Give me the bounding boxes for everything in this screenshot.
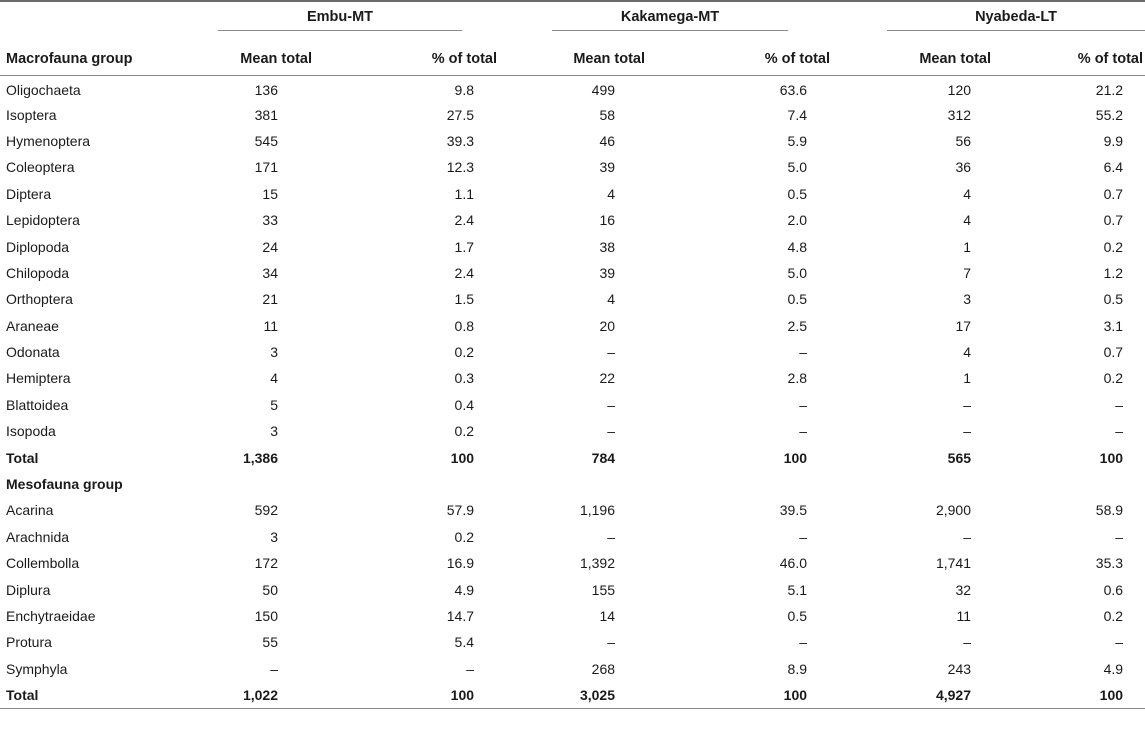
table-cell: 50 [262, 581, 278, 598]
table-cell: – [607, 344, 616, 361]
table-cell: 3,025 [579, 686, 616, 703]
table-cell: 1 [963, 370, 972, 387]
table-cell: 14.7 [446, 608, 475, 624]
table-cell: 20 [599, 317, 616, 334]
table-cell: 39 [599, 264, 616, 281]
table-row [0, 418, 1145, 444]
table-cell: 7 [963, 264, 972, 281]
table-cell: 0.2 [1103, 238, 1124, 255]
table-cell: 56 [955, 132, 972, 149]
table-cell: 499 [591, 82, 616, 99]
table-cell: 0.8 [454, 317, 475, 334]
table-cell: 4 [963, 212, 972, 229]
table-cell: 5.0 [787, 264, 808, 281]
table-row [0, 260, 1145, 286]
table-cell: 172 [254, 555, 278, 572]
table-cell: 33 [262, 212, 278, 229]
corner-cell [0, 0, 170, 37]
table-cell: 63.6 [779, 82, 808, 99]
site-header-embu [170, 0, 510, 37]
table-cell: 39 [599, 159, 616, 176]
table-cell: 100 [783, 449, 808, 466]
table-cell [510, 471, 740, 497]
table-cell: 7.4 [787, 106, 808, 123]
table-cell: 55 [262, 634, 278, 651]
table-cell: 55.2 [1095, 106, 1124, 123]
table-cell: 4,927 [935, 686, 972, 703]
table-cell [740, 471, 843, 497]
table-cell: 9.8 [454, 82, 475, 99]
row-label: Diptera [6, 185, 52, 202]
table-row [0, 154, 1145, 180]
table-cell: 1,196 [579, 502, 616, 519]
table-cell: – [607, 423, 616, 440]
row-label: Enchytraeidae [6, 608, 96, 624]
table-cell: 1,741 [935, 555, 972, 572]
table-cell: – [799, 344, 808, 361]
table-cell: 2.4 [454, 212, 475, 229]
table-cell: 32 [955, 581, 972, 598]
table-cell: 16 [599, 212, 616, 229]
table-cell: 100 [783, 686, 808, 703]
table-cell: 0.2 [454, 423, 475, 440]
row-label: Coleoptera [6, 159, 75, 176]
table-cell: 171 [254, 159, 278, 176]
table-cell: 1.7 [454, 238, 475, 255]
table-cell: – [799, 528, 808, 545]
header-macro-group: Macrofauna group [6, 50, 133, 67]
table-cell: 545 [254, 132, 278, 149]
header-mean-total-nyabeda: Mean total [919, 50, 992, 67]
row-label: Diplopoda [6, 238, 70, 255]
table-cell: 39.5 [779, 502, 808, 519]
header-mean-total-embu: Mean total [240, 50, 312, 67]
total-row [0, 682, 1145, 708]
table-row [0, 656, 1145, 682]
row-label: Chilopoda [6, 264, 70, 281]
table-cell: 3 [270, 423, 278, 440]
table-row [0, 286, 1145, 312]
table-cell: 0.7 [1103, 344, 1124, 361]
table-cell: 3.1 [1103, 317, 1124, 334]
table-cell: 120 [947, 82, 972, 99]
row-label: Collembolla [6, 555, 80, 572]
table-cell: 0.2 [1103, 370, 1124, 387]
table-cell: 27.5 [446, 106, 475, 123]
table-cell: 5.0 [787, 159, 808, 176]
table-cell: 15 [262, 185, 278, 202]
table-cell: 0.7 [1103, 185, 1124, 202]
table-cell: 6.4 [1103, 159, 1124, 176]
column-header-row [0, 37, 1145, 75]
table-cell: 39.3 [446, 132, 475, 149]
table-cell: – [963, 396, 972, 413]
table-cell: 46 [599, 132, 616, 149]
table-cell: 21.2 [1095, 82, 1124, 99]
table-cell: 0.6 [1103, 581, 1124, 598]
table-cell: 58 [599, 106, 616, 123]
row-label: Hemiptera [6, 370, 71, 387]
table-cell: 22 [599, 370, 616, 387]
table-cell: 5.1 [787, 581, 808, 598]
table-cell: 5.9 [787, 132, 808, 149]
table-cell: 57.9 [446, 502, 475, 519]
table-cell: – [799, 423, 808, 440]
table-cell: 100 [1099, 686, 1124, 703]
table-cell: 0.5 [787, 608, 808, 624]
row-label: Blattoidea [6, 396, 69, 413]
table-cell: 12.3 [446, 159, 475, 176]
total-row [0, 444, 1145, 470]
site-label-kakamega: Kakamega-MT [552, 9, 788, 31]
row-label: Odonata [6, 344, 60, 361]
table-cell: 1.2 [1103, 264, 1124, 281]
table-cell: 11 [263, 317, 278, 334]
table-cell: 243 [947, 660, 972, 677]
row-label: Symphyla [6, 660, 68, 677]
table-cell: 58.9 [1095, 502, 1124, 519]
table-cell: 1.5 [454, 291, 475, 308]
table-cell: – [963, 423, 972, 440]
table-row [0, 128, 1145, 154]
table-cell: 0.2 [454, 528, 475, 545]
site-label-nyabeda: Nyabeda-LT [887, 9, 1145, 31]
row-label: Araneae [6, 317, 59, 334]
table-cell: 36 [955, 159, 972, 176]
table-cell: 0.3 [454, 370, 475, 387]
table-cell: – [607, 634, 616, 651]
table-cell: 2.8 [787, 370, 808, 387]
table-cell: 4.9 [1103, 660, 1124, 677]
table-cell: 312 [947, 106, 972, 123]
table-cell: 24 [262, 238, 278, 255]
table-cell [373, 471, 510, 497]
header-pct-total-kakamega: % of total [764, 50, 831, 67]
row-label: Protura [6, 634, 52, 651]
table-row [0, 313, 1145, 339]
table-cell: 14 [599, 608, 616, 624]
table-cell: 1,022 [242, 686, 278, 703]
table-cell: – [1115, 634, 1124, 651]
table-cell: 100 [450, 449, 475, 466]
table-cell: 0.2 [454, 344, 475, 361]
table-row [0, 576, 1145, 602]
table-cell: 3 [270, 344, 278, 361]
table-cell: – [466, 660, 475, 677]
table-cell: 136 [254, 82, 278, 99]
row-label: Total [6, 449, 39, 466]
table-cell: – [1115, 528, 1124, 545]
table-cell: 5 [270, 396, 278, 413]
table-cell: – [963, 528, 972, 545]
table-cell [1071, 471, 1145, 497]
table-row [0, 629, 1145, 655]
table-cell: 21 [262, 291, 278, 308]
table-cell: 4.9 [454, 581, 475, 598]
table-row [0, 75, 1145, 101]
row-label: Hymenoptera [6, 132, 91, 149]
row-label: Diplura [6, 581, 51, 598]
header-mean-total-kakamega: Mean total [573, 50, 646, 67]
table-cell: 592 [254, 502, 278, 519]
table-cell: – [607, 528, 616, 545]
table-cell: 5.4 [454, 634, 475, 651]
table-cell: 0.5 [787, 291, 808, 308]
table-row [0, 365, 1145, 391]
table-cell: 155 [591, 581, 616, 598]
table-row [0, 524, 1145, 550]
table-cell: 150 [254, 608, 278, 624]
site-header-nyabeda [843, 0, 1145, 37]
table-row [0, 550, 1145, 576]
table-cell: 2.5 [787, 317, 808, 334]
table-cell: 4 [963, 344, 972, 361]
table-cell: 4 [607, 185, 616, 202]
table-cell: 100 [450, 686, 475, 703]
table-cell: 34 [262, 264, 278, 281]
table-cell: 17 [955, 317, 972, 334]
table-body [0, 75, 1145, 708]
table-cell: 11 [956, 608, 972, 624]
site-label-embu: Embu-MT [218, 9, 462, 31]
table-cell: – [1115, 423, 1124, 440]
table-cell: 16.9 [446, 555, 475, 572]
row-label: Lepidoptera [6, 212, 80, 229]
table-row [0, 101, 1145, 127]
row-label: Arachnida [6, 528, 70, 545]
row-label: Total [6, 686, 39, 703]
table-cell: 100 [1099, 449, 1124, 466]
row-label: Orthoptera [6, 291, 73, 308]
table-cell: 38 [599, 238, 616, 255]
table-cell: – [799, 396, 808, 413]
table-row [0, 392, 1145, 418]
table-cell: 35.3 [1095, 555, 1124, 572]
table-cell: 0.4 [454, 396, 475, 413]
table-cell: 0.2 [1103, 608, 1124, 624]
table-cell: 784 [591, 449, 616, 466]
table-cell: – [799, 634, 808, 651]
table-cell: 1,386 [242, 449, 278, 466]
table-cell: 8.9 [787, 660, 808, 677]
table-cell: 3 [963, 291, 972, 308]
header-pct-total-nyabeda: % of total [1077, 50, 1144, 67]
table-row [0, 207, 1145, 233]
row-label: Oligochaeta [6, 82, 81, 99]
table-cell: – [607, 396, 616, 413]
table-row [0, 233, 1145, 259]
table-cell: 1,392 [579, 555, 616, 572]
header-pct-total-embu: % of total [431, 50, 498, 67]
table-cell: 4 [963, 185, 972, 202]
row-label: Acarina [6, 502, 54, 519]
table-cell: 1.1 [454, 185, 475, 202]
row-label: Isoptera [6, 106, 57, 123]
table-row [0, 603, 1145, 629]
table-cell: 4 [270, 370, 278, 387]
section-header-row [0, 471, 1145, 497]
table-cell: 268 [591, 660, 616, 677]
table-cell: 4.8 [787, 238, 808, 255]
table-cell: 1 [963, 238, 972, 255]
table-cell: 9.9 [1103, 132, 1124, 149]
table-row [0, 181, 1145, 207]
row-label: Mesofauna group [6, 476, 123, 493]
site-header-kakamega [510, 0, 843, 37]
table-cell: 3 [270, 528, 278, 545]
table-row [0, 339, 1145, 365]
table-cell: 381 [254, 106, 278, 123]
table-cell: 0.5 [1103, 291, 1124, 308]
table-cell: 0.7 [1103, 212, 1124, 229]
table-cell: 4 [607, 291, 616, 308]
table-cell [170, 471, 373, 497]
table-cell [843, 471, 1071, 497]
table-cell: 2.4 [454, 264, 475, 281]
table-cell: – [963, 634, 972, 651]
table-cell: – [270, 660, 278, 677]
table-cell: 0.5 [787, 185, 808, 202]
site-header-row [0, 0, 1145, 37]
table-cell: 565 [947, 449, 972, 466]
table-row [0, 497, 1145, 523]
table-cell: 2,900 [935, 502, 972, 519]
row-label: Isopoda [6, 423, 56, 440]
table-cell: 2.0 [787, 212, 808, 229]
table-cell: – [1115, 396, 1124, 413]
table-cell: 46.0 [779, 555, 808, 572]
